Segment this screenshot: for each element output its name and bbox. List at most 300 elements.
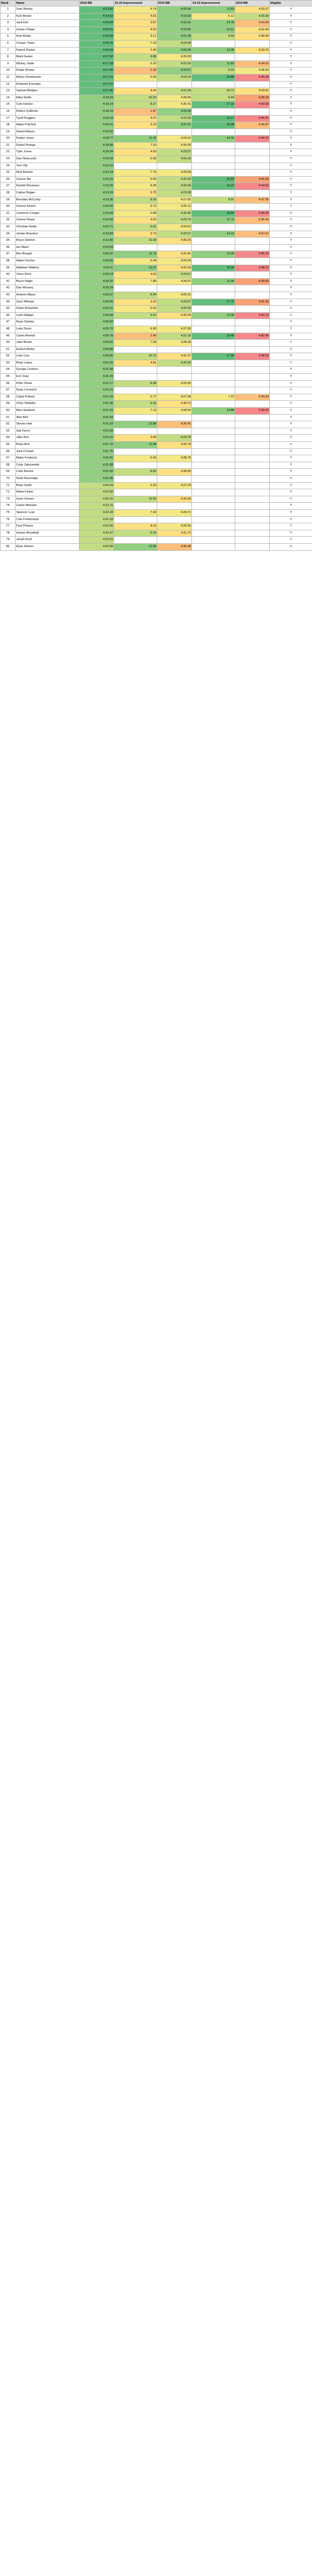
eligible-cell[interactable]: Y xyxy=(270,47,312,54)
eligible-cell[interactable]: Y xyxy=(270,149,312,156)
table-row[interactable] xyxy=(1,442,312,449)
eligible-cell[interactable]: Y xyxy=(270,20,312,27)
improvement-15-16-cell[interactable] xyxy=(114,414,157,421)
bb-2014-cell[interactable] xyxy=(235,448,270,455)
eligible-cell[interactable]: Y xyxy=(270,442,312,449)
name-cell[interactable]: Connor Kamm xyxy=(16,204,79,211)
improvement-14-15-cell[interactable] xyxy=(192,367,235,374)
improvement-15-16-cell[interactable]: 5.32 xyxy=(114,60,157,68)
bb-2014-cell[interactable] xyxy=(235,190,270,197)
improvement-14-15-cell[interactable]: 16.04 xyxy=(192,265,235,272)
rank-cell[interactable]: 64 xyxy=(1,435,16,442)
improvement-14-15-cell[interactable]: 20.59 xyxy=(192,210,235,217)
improvement-14-15-cell[interactable] xyxy=(192,285,235,292)
improvement-14-15-cell[interactable] xyxy=(192,489,235,496)
improvement-15-16-cell[interactable]: 6.72 xyxy=(114,204,157,211)
bb-2014-cell[interactable] xyxy=(235,142,270,149)
bb-2015-cell[interactable]: 4:26.90 xyxy=(157,54,192,61)
name-cell[interactable]: Kyle Brown xyxy=(16,13,79,20)
improvement-15-16-cell[interactable]: 7.12 xyxy=(114,408,157,415)
improvement-14-15-cell[interactable] xyxy=(192,442,235,449)
improvement-15-16-cell[interactable]: 7.33 xyxy=(114,40,157,47)
bb-2015-cell[interactable]: 4:26.12 xyxy=(157,204,192,211)
bb-2015-cell[interactable] xyxy=(157,374,192,381)
bb-2016-cell[interactable]: 4:19.71 xyxy=(79,224,114,231)
improvement-15-16-cell[interactable]: 4.02 xyxy=(114,26,157,33)
bb-2014-cell[interactable] xyxy=(235,462,270,469)
eligible-cell[interactable]: Y xyxy=(270,102,312,109)
name-cell[interactable]: Cameron Cooper xyxy=(16,210,79,217)
bb-2016-cell[interactable]: 4:21.42 xyxy=(79,408,114,415)
rank-cell[interactable]: 16 xyxy=(1,108,16,115)
bb-2016-cell[interactable]: 4:21.96 xyxy=(79,475,114,482)
name-cell[interactable]: Colin Bennie xyxy=(16,469,79,476)
bb-2014-cell[interactable]: 4:48.63 xyxy=(235,353,270,360)
bb-2015-cell[interactable]: 4:29.25 xyxy=(157,380,192,387)
table-row[interactable] xyxy=(1,360,312,367)
table-row[interactable] xyxy=(1,292,312,299)
bb-2016-cell[interactable]: 4:21.62 xyxy=(79,435,114,442)
name-cell[interactable]: Tyrell Ruggles xyxy=(16,115,79,122)
name-cell[interactable]: Robert Quillman xyxy=(16,108,79,115)
bb-2014-cell[interactable]: 4:44.82 xyxy=(235,183,270,190)
bb-2016-cell[interactable]: 4:20.14 xyxy=(79,272,114,279)
name-cell[interactable]: Jake Roe xyxy=(16,435,79,442)
table-row[interactable] xyxy=(1,448,312,455)
name-cell[interactable]: George Cordero xyxy=(16,367,79,374)
bb-2014-cell[interactable]: 4:37.56 xyxy=(235,197,270,204)
bb-2014-cell[interactable] xyxy=(235,319,270,326)
improvement-15-16-cell[interactable]: 5.20 xyxy=(114,482,157,489)
name-cell[interactable]: Bryce Nagle xyxy=(16,278,79,285)
bb-2014-cell[interactable] xyxy=(235,81,270,88)
bb-2016-cell[interactable]: 4:22.28 xyxy=(79,509,114,516)
eligible-cell[interactable]: Y xyxy=(270,176,312,183)
rank-cell[interactable]: 33 xyxy=(1,224,16,231)
name-cell[interactable]: Cole Fredrickson xyxy=(16,516,79,523)
bb-2014-cell[interactable]: 4:36.87 xyxy=(235,122,270,129)
improvement-15-16-cell[interactable] xyxy=(114,475,157,482)
eligible-cell[interactable]: Y xyxy=(270,6,312,14)
table-row[interactable] xyxy=(1,346,312,353)
table-row[interactable] xyxy=(1,299,312,306)
improvement-15-16-cell[interactable]: 3.22 xyxy=(114,299,157,306)
rank-cell[interactable]: 2 xyxy=(1,13,16,20)
bb-2014-cell[interactable] xyxy=(235,496,270,503)
bb-2015-cell[interactable]: 4:29.71 xyxy=(157,509,192,516)
bb-2016-cell[interactable]: 4:18.19 xyxy=(79,108,114,115)
bb-2015-cell[interactable]: 4:23.57 xyxy=(157,231,192,238)
rank-cell[interactable]: 66 xyxy=(1,448,16,455)
eligible-cell[interactable]: Y xyxy=(270,217,312,224)
improvement-15-16-cell[interactable]: 11.79 xyxy=(114,251,157,258)
improvement-14-15-cell[interactable] xyxy=(192,401,235,408)
improvement-15-16-cell[interactable]: 9.36 xyxy=(114,401,157,408)
eligible-cell[interactable]: Y xyxy=(270,81,312,88)
table-row[interactable] xyxy=(1,312,312,319)
rank-cell[interactable]: 38 xyxy=(1,258,16,265)
name-cell[interactable]: Connor Royer xyxy=(16,217,79,224)
bb-2016-cell[interactable]: 4:19.10 xyxy=(79,163,114,170)
table-row[interactable] xyxy=(1,183,312,190)
name-cell[interactable]: Jake Brown xyxy=(16,340,79,347)
header-2016-bb[interactable]: 2016 BB xyxy=(79,1,114,6)
improvement-14-15-cell[interactable]: 10.71 xyxy=(192,88,235,95)
bb-2016-cell[interactable]: 4:20.45 xyxy=(79,299,114,306)
eligible-cell[interactable]: Y xyxy=(270,503,312,510)
rank-cell[interactable]: 28 xyxy=(1,190,16,197)
improvement-15-16-cell[interactable] xyxy=(114,374,157,381)
rank-cell[interactable]: 24 xyxy=(1,163,16,170)
bb-2016-cell[interactable]: 4:22.40 xyxy=(79,523,114,530)
bb-2015-cell[interactable]: 4:25.53 xyxy=(157,306,192,313)
improvement-15-16-cell[interactable]: 5.77 xyxy=(114,394,157,401)
bb-2016-cell[interactable]: 4:21.75 xyxy=(79,448,114,455)
eligible-cell[interactable]: Y xyxy=(270,272,312,279)
rank-cell[interactable]: 9 xyxy=(1,60,16,68)
bb-2015-cell[interactable]: 4:30.05 xyxy=(157,312,192,319)
rank-cell[interactable]: 8 xyxy=(1,54,16,61)
name-cell[interactable]: Sam Worley xyxy=(16,6,79,14)
eligible-cell[interactable]: Y xyxy=(270,129,312,136)
bb-2015-cell[interactable]: 4:19.53 xyxy=(157,13,192,20)
improvement-15-16-cell[interactable]: 6.65 xyxy=(114,74,157,81)
name-cell[interactable]: Carter Wheeler xyxy=(16,503,79,510)
bb-2015-cell[interactable]: 4:28.07 xyxy=(157,278,192,285)
improvement-14-15-cell[interactable]: 19.48 xyxy=(192,333,235,340)
bb-2016-cell[interactable]: 4:21.88 xyxy=(79,462,114,469)
bb-2015-cell[interactable] xyxy=(157,428,192,435)
improvement-14-15-cell[interactable]: 20.88 xyxy=(192,74,235,81)
improvement-14-15-cell[interactable] xyxy=(192,448,235,455)
name-cell[interactable]: Max Haviland xyxy=(16,408,79,415)
eligible-cell[interactable]: Y xyxy=(270,285,312,292)
eligible-cell[interactable]: Y xyxy=(270,183,312,190)
improvement-15-16-cell[interactable] xyxy=(114,503,157,510)
rank-cell[interactable]: 23 xyxy=(1,156,16,163)
eligible-cell[interactable]: Y xyxy=(270,238,312,245)
improvement-14-15-cell[interactable] xyxy=(192,482,235,489)
rank-cell[interactable]: 78 xyxy=(1,530,16,537)
bb-2015-cell[interactable]: 4:19.67 xyxy=(157,68,192,75)
name-cell[interactable]: Rashid Moussavi xyxy=(16,183,79,190)
improvement-15-16-cell[interactable]: 3.08 xyxy=(114,435,157,442)
bb-2015-cell[interactable]: 4:26.56 xyxy=(157,523,192,530)
improvement-15-16-cell[interactable]: 5.80 xyxy=(114,176,157,183)
bb-2016-cell[interactable]: 4:18.41 xyxy=(79,122,114,129)
bb-2015-cell[interactable]: 4:20.06 xyxy=(157,108,192,115)
bb-2016-cell[interactable]: 4:17.57 xyxy=(79,81,114,88)
improvement-15-16-cell[interactable]: 7.75 xyxy=(114,170,157,177)
eligible-cell[interactable]: Y xyxy=(270,13,312,20)
bb-2015-cell[interactable]: 4:24.16 xyxy=(157,74,192,81)
bb-2015-cell[interactable] xyxy=(157,285,192,292)
name-cell[interactable]: Carter Ahmed xyxy=(16,333,79,340)
eligible-cell[interactable]: Y xyxy=(270,258,312,265)
bb-2015-cell[interactable] xyxy=(157,367,192,374)
bb-2014-cell[interactable]: 4:37.67 xyxy=(235,231,270,238)
table-row[interactable] xyxy=(1,6,312,14)
bb-2014-cell[interactable] xyxy=(235,428,270,435)
bb-2015-cell[interactable]: 4:29.92 xyxy=(157,136,192,143)
bb-2016-cell[interactable]: 4:17.49 xyxy=(79,68,114,75)
improvement-14-15-cell[interactable]: 12.83 xyxy=(192,6,235,14)
eligible-cell[interactable]: Y xyxy=(270,88,312,95)
name-cell[interactable]: Parker Jones xyxy=(16,136,79,143)
table-row[interactable] xyxy=(1,475,312,482)
table-row[interactable] xyxy=(1,319,312,326)
header-15-16-improvement[interactable]: 15-16 Improvement xyxy=(114,1,157,6)
eligible-cell[interactable]: Y xyxy=(270,537,312,544)
table-row[interactable] xyxy=(1,272,312,279)
improvement-14-15-cell[interactable] xyxy=(192,156,235,163)
improvement-14-15-cell[interactable]: 17.56 xyxy=(192,353,235,360)
improvement-14-15-cell[interactable] xyxy=(192,414,235,421)
bb-2014-cell[interactable]: 4:42.13 xyxy=(235,312,270,319)
eligible-cell[interactable]: Y xyxy=(270,455,312,462)
table-row[interactable] xyxy=(1,414,312,421)
improvement-14-15-cell[interactable]: 12.08 xyxy=(192,312,235,319)
eligible-cell[interactable]: Y xyxy=(270,462,312,469)
bb-2015-cell[interactable]: 4:25.46 xyxy=(157,210,192,217)
improvement-14-15-cell[interactable] xyxy=(192,292,235,299)
name-cell[interactable]: Brendan McCurdy xyxy=(16,197,79,204)
eligible-cell[interactable]: Y xyxy=(270,54,312,61)
table-row[interactable] xyxy=(1,190,312,197)
name-cell[interactable]: Eamon Burke xyxy=(16,346,79,353)
rank-cell[interactable]: 32 xyxy=(1,217,16,224)
bb-2014-cell[interactable] xyxy=(235,244,270,251)
bb-2014-cell[interactable]: 4:41.42 xyxy=(235,299,270,306)
name-cell[interactable]: Peter Dinan xyxy=(16,380,79,387)
name-cell[interactable]: Luke Dixon xyxy=(16,326,79,333)
improvement-14-15-cell[interactable] xyxy=(192,543,235,550)
table-row[interactable] xyxy=(1,170,312,177)
bb-2015-cell[interactable] xyxy=(157,346,192,353)
name-cell[interactable]: Casey Clinger xyxy=(16,26,79,33)
eligible-cell[interactable]: Y xyxy=(270,251,312,258)
eligible-cell[interactable]: Y xyxy=(270,68,312,75)
bb-2014-cell[interactable]: 4:42.66 xyxy=(235,333,270,340)
table-row[interactable] xyxy=(1,387,312,394)
bb-2015-cell[interactable]: 4:32.78 xyxy=(157,442,192,449)
bb-2014-cell[interactable] xyxy=(235,306,270,313)
bb-2016-cell[interactable]: 4:21.08 xyxy=(79,367,114,374)
name-cell[interactable]: Drake Kinney xyxy=(16,68,79,75)
table-row[interactable] xyxy=(1,435,312,442)
bb-2015-cell[interactable]: 4:32.18 xyxy=(157,265,192,272)
bb-2014-cell[interactable]: 4:46.05 xyxy=(235,210,270,217)
rank-cell[interactable]: 18 xyxy=(1,122,16,129)
eligible-cell[interactable]: Y xyxy=(270,326,312,333)
eligible-cell[interactable]: Y xyxy=(270,156,312,163)
table-row[interactable] xyxy=(1,489,312,496)
improvement-14-15-cell[interactable]: 19.22 xyxy=(192,183,235,190)
improvement-15-16-cell[interactable]: 1.87 xyxy=(114,108,157,115)
improvement-14-15-cell[interactable]: 14.88 xyxy=(192,408,235,415)
name-cell[interactable]: Adam Fischer xyxy=(16,258,79,265)
rank-cell[interactable]: 47 xyxy=(1,319,16,326)
name-cell[interactable]: Cooper Teare xyxy=(16,40,79,47)
bb-2014-cell[interactable] xyxy=(235,285,270,292)
name-cell[interactable]: Carson Bix xyxy=(16,176,79,183)
bb-2015-cell[interactable]: 4:30.25 xyxy=(157,238,192,245)
table-row[interactable] xyxy=(1,108,312,115)
rank-cell[interactable]: 80 xyxy=(1,543,16,550)
improvement-15-16-cell[interactable]: 3.87 xyxy=(114,20,157,27)
improvement-14-15-cell[interactable] xyxy=(192,238,235,245)
rank-cell[interactable]: 62 xyxy=(1,421,16,428)
name-cell[interactable]: Dylan Brownlow xyxy=(16,306,79,313)
rank-cell[interactable]: 74 xyxy=(1,503,16,510)
improvement-14-15-cell[interactable] xyxy=(192,108,235,115)
improvement-14-15-cell[interactable]: 7.37 xyxy=(192,394,235,401)
eligible-cell[interactable]: Y xyxy=(270,435,312,442)
improvement-14-15-cell[interactable] xyxy=(192,129,235,136)
bb-2015-cell[interactable] xyxy=(157,319,192,326)
bb-2015-cell[interactable]: 4:26.55 xyxy=(157,258,192,265)
bb-2016-cell[interactable]: 4:14.62 xyxy=(79,13,114,20)
bb-2016-cell[interactable]: 4:21.70 xyxy=(79,442,114,449)
improvement-15-16-cell[interactable]: 12.07 xyxy=(114,265,157,272)
name-cell[interactable]: Vince Dent xyxy=(16,272,79,279)
bb-2015-cell[interactable]: 4:23.08 xyxy=(157,190,192,197)
eligible-cell[interactable]: Y xyxy=(270,244,312,251)
bb-2014-cell[interactable] xyxy=(235,360,270,367)
bb-2015-cell[interactable]: 4:27.24 xyxy=(157,482,192,489)
bb-2016-cell[interactable]: 4:18.03 xyxy=(79,95,114,102)
name-cell[interactable]: Mickey Joslin xyxy=(16,60,79,68)
bb-2014-cell[interactable] xyxy=(235,516,270,523)
bb-2014-cell[interactable] xyxy=(235,442,270,449)
bb-2015-cell[interactable]: 4:28.75 xyxy=(157,455,192,462)
improvement-14-15-cell[interactable] xyxy=(192,462,235,469)
bb-2016-cell[interactable]: 4:18.77 xyxy=(79,136,114,143)
bb-2014-cell[interactable] xyxy=(235,346,270,353)
rank-cell[interactable]: 73 xyxy=(1,496,16,503)
rank-cell[interactable]: 60 xyxy=(1,408,16,415)
improvement-15-16-cell[interactable]: 8.27 xyxy=(114,102,157,109)
improvement-15-16-cell[interactable]: 10.12 xyxy=(114,353,157,360)
bb-2015-cell[interactable]: 4:24.70 xyxy=(157,435,192,442)
bb-2014-cell[interactable] xyxy=(235,238,270,245)
improvement-15-16-cell[interactable]: 11.15 xyxy=(114,136,157,143)
name-cell[interactable]: Ryan Nelson xyxy=(16,543,79,550)
bb-2014-cell[interactable] xyxy=(235,475,270,482)
bb-2015-cell[interactable]: 4:25.00 xyxy=(157,176,192,183)
eligible-cell[interactable]: Y xyxy=(270,265,312,272)
improvement-14-15-cell[interactable] xyxy=(192,360,235,367)
table-row[interactable] xyxy=(1,374,312,381)
rank-cell[interactable]: 59 xyxy=(1,401,16,408)
bb-2016-cell[interactable]: 4:20.70 xyxy=(79,326,114,333)
table-row[interactable] xyxy=(1,367,312,374)
name-cell[interactable]: Brian Lopez xyxy=(16,360,79,367)
rank-cell[interactable]: 7 xyxy=(1,47,16,54)
bb-2016-cell[interactable]: 4:19.14 xyxy=(79,170,114,177)
eligible-cell[interactable]: Y xyxy=(270,190,312,197)
improvement-15-16-cell[interactable] xyxy=(114,448,157,455)
bb-2016-cell[interactable]: 4:20.22 xyxy=(79,278,114,285)
bb-2015-cell[interactable]: 4:25.60 xyxy=(157,183,192,190)
rank-cell[interactable]: 22 xyxy=(1,149,16,156)
improvement-14-15-cell[interactable] xyxy=(192,306,235,313)
name-cell[interactable]: Zach Whelan xyxy=(16,299,79,306)
improvement-15-16-cell[interactable]: 4.91 xyxy=(114,13,157,20)
bb-2014-cell[interactable] xyxy=(235,258,270,265)
rank-cell[interactable]: 29 xyxy=(1,197,16,204)
improvement-15-16-cell[interactable] xyxy=(114,81,157,88)
rank-cell[interactable]: 68 xyxy=(1,462,16,469)
improvement-15-16-cell[interactable]: 4.63 xyxy=(114,149,157,156)
eligible-cell[interactable]: Y xyxy=(270,115,312,122)
eligible-cell[interactable]: Y xyxy=(270,204,312,211)
improvement-15-16-cell[interactable]: 4.81 xyxy=(114,360,157,367)
bb-2014-cell[interactable] xyxy=(235,292,270,299)
eligible-cell[interactable]: Y xyxy=(270,306,312,313)
eligible-cell[interactable]: Y xyxy=(270,475,312,482)
bb-2014-cell[interactable]: 4:28.60 xyxy=(235,68,270,75)
name-cell[interactable]: Ian Mann xyxy=(16,244,79,251)
table-row[interactable] xyxy=(1,231,312,238)
bb-2016-cell[interactable]: 4:17.02 xyxy=(79,54,114,61)
table-row[interactable] xyxy=(1,54,312,61)
eligible-cell[interactable]: Y xyxy=(270,353,312,360)
improvement-15-16-cell[interactable]: 8.08 xyxy=(114,380,157,387)
rank-cell[interactable]: 15 xyxy=(1,102,16,109)
eligible-cell[interactable]: Y xyxy=(270,414,312,421)
table-row[interactable] xyxy=(1,68,312,75)
rank-cell[interactable]: 37 xyxy=(1,251,16,258)
name-cell[interactable]: Daniel Prange xyxy=(16,142,79,149)
eligible-cell[interactable]: Y xyxy=(270,95,312,102)
improvement-14-15-cell[interactable] xyxy=(192,387,235,394)
name-cell[interactable]: Blake Frederick xyxy=(16,455,79,462)
improvement-15-16-cell[interactable]: 13.88 xyxy=(114,421,157,428)
improvement-14-15-cell[interactable] xyxy=(192,530,235,537)
bb-2014-cell[interactable] xyxy=(235,401,270,408)
improvement-14-15-cell[interactable]: 9.44 xyxy=(192,95,235,102)
bb-2015-cell[interactable] xyxy=(157,387,192,394)
eligible-cell[interactable]: Y xyxy=(270,346,312,353)
rank-cell[interactable]: 1 xyxy=(1,6,16,14)
rank-cell[interactable]: 17 xyxy=(1,115,16,122)
improvement-15-16-cell[interactable] xyxy=(114,346,157,353)
name-cell[interactable]: Roderick Fountain xyxy=(16,81,79,88)
bb-2015-cell[interactable]: 4:20.54 xyxy=(157,6,192,14)
bb-2015-cell[interactable]: 4:31.07 xyxy=(157,353,192,360)
eligible-cell[interactable]: Y xyxy=(270,142,312,149)
improvement-14-15-cell[interactable] xyxy=(192,374,235,381)
name-cell[interactable]: Bryce Dietrich xyxy=(16,238,79,245)
eligible-cell[interactable]: Y xyxy=(270,516,312,523)
header-2014-bb[interactable]: 2014 BB xyxy=(235,1,270,6)
bb-2016-cell[interactable]: 4:22.51 xyxy=(79,537,114,544)
rank-cell[interactable]: 71 xyxy=(1,482,16,489)
eligible-cell[interactable]: Y xyxy=(270,122,312,129)
name-cell[interactable]: Daniel Mason xyxy=(16,129,79,136)
bb-2014-cell[interactable] xyxy=(235,204,270,211)
table-row[interactable] xyxy=(1,163,312,170)
header-14-15-improvement[interactable]: 14-15 Improvement xyxy=(192,1,235,6)
table-row[interactable] xyxy=(1,40,312,47)
rank-cell[interactable]: 21 xyxy=(1,142,16,149)
rank-cell[interactable]: 39 xyxy=(1,265,16,272)
rank-cell[interactable]: 70 xyxy=(1,475,16,482)
rank-cell[interactable]: 55 xyxy=(1,374,16,381)
eligible-cell[interactable]: Y xyxy=(270,136,312,143)
bb-2014-cell[interactable]: 4:33.37 xyxy=(235,6,270,14)
